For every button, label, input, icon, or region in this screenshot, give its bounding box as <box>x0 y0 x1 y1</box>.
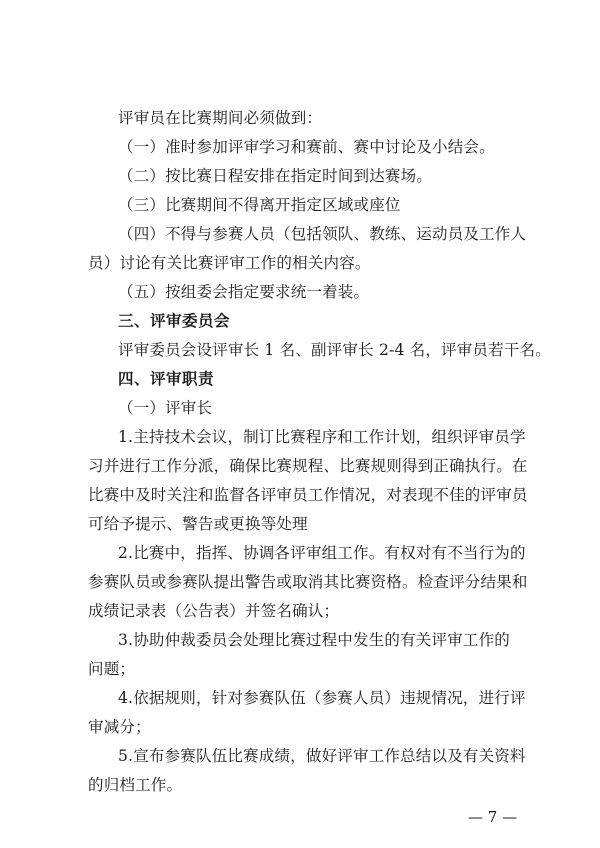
duty-1-line-3: 比赛中及时关注和监督各评审员工作情况，对表现不佳的评审员 <box>88 486 528 504</box>
duty-3-line-1: 3.协助仲裁委员会处理比赛过程中发生的有关评审工作的 <box>118 631 510 649</box>
duty-4-line-1: 4.依据规则，针对参赛队伍（参赛人员）违规情况，进行评 <box>118 689 526 707</box>
duty-1-line-4: 可给予提示、警告或更换等处理 <box>88 515 308 533</box>
list-item-1: （一）准时参加评审学习和赛前、赛中讨论及小结会。 <box>118 138 495 156</box>
duty-3-line-2: 问题； <box>88 660 136 678</box>
page-number: — 7 — <box>468 808 518 826</box>
duty-1-line-2: 习并进行工作分派，确保比赛规程、比赛规则得到正确执行。在 <box>88 457 528 475</box>
duty-2-line-2: 参赛队员或参赛队提出警告或取消其比赛资格。检查评分结果和 <box>88 573 528 591</box>
duty-4-line-2: 审减分； <box>88 718 151 736</box>
duty-1-line-1: 1.主持技术会议，制订比赛程序和工作计划，组织评审员学 <box>118 428 526 446</box>
duty-2-line-1: 2.比赛中，指挥、协调各评审组工作。有权对有不当行为的 <box>118 544 526 562</box>
list-item-4-line-2: 员）讨论有关比赛评审工作的相关内容。 <box>88 254 371 272</box>
list-item-2: （二）按比赛日程安排在指定时间到达赛场。 <box>118 167 433 185</box>
section-heading-3: 三、评审委员会 <box>118 312 231 330</box>
list-item-4-line-1: （四）不得与参赛人员（包括领队、教练、运动员及工作人 <box>118 225 527 243</box>
paragraph-committee: 评审委员会设评审长 1 名、副评审长 2-4 名，评审员若干名。 <box>118 341 551 359</box>
duty-5-line-2: 的归档工作。 <box>88 776 183 794</box>
duty-2-line-3: 成绩记录表（公告表）并签名确认； <box>88 602 340 620</box>
subheading-chief-judge: （一）评审长 <box>118 399 213 417</box>
section-heading-4: 四、评审职责 <box>118 370 215 388</box>
paragraph-intro: 评审员在比赛期间必须做到： <box>118 109 323 127</box>
duty-5-line-1: 5.宣布参赛队伍比赛成绩，做好评审工作总结以及有关资料 <box>118 747 526 765</box>
list-item-3: （三）比赛期间不得离开指定区域或座位 <box>118 196 401 214</box>
list-item-5: （五）按组委会指定要求统一着装。 <box>118 283 370 301</box>
